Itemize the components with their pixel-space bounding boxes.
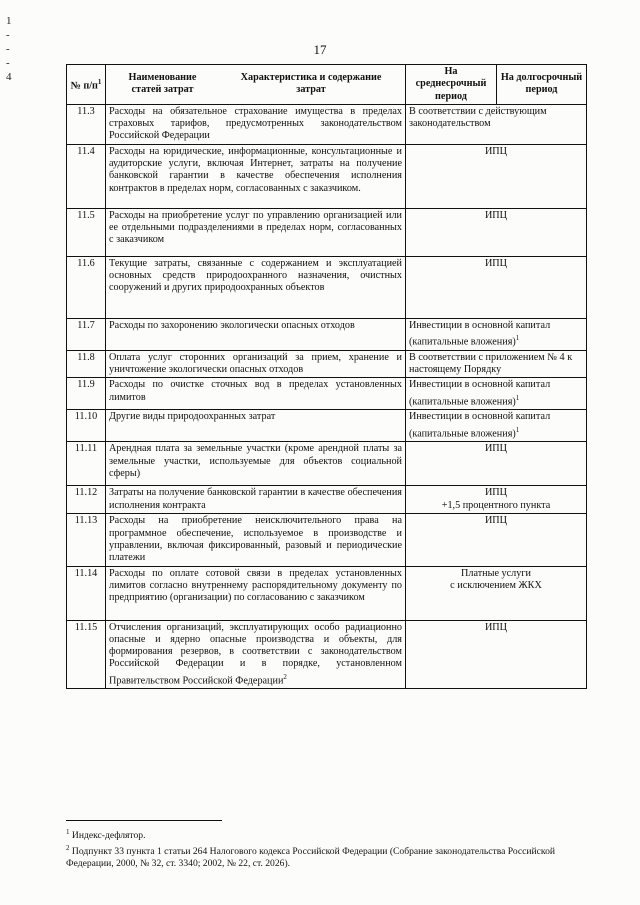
row-number: 11.5 bbox=[67, 208, 106, 256]
header-num: № $п/п^1$ bbox=[67, 65, 106, 105]
row-description bbox=[106, 620, 406, 689]
row-description-text: Текущие затраты, связанные с содержанием и эксплуатацией основных средств природоохранного назначения, очистных сооружений и других природоохранных объектов bbox=[109, 257, 402, 294]
row-description-text: Расходы на приобретение услуг по управлению организацией или ее отдельными подразделениями в пределах норм, согласованных с заказчиком bbox=[109, 209, 402, 246]
row-number: 11.14 bbox=[67, 566, 106, 620]
table-header-row bbox=[67, 65, 587, 105]
row-description bbox=[106, 514, 406, 566]
row-period-text: ИПЦ bbox=[484, 515, 508, 527]
row-period-value bbox=[406, 410, 587, 442]
row-description bbox=[106, 104, 406, 144]
row-number: 11.9 bbox=[67, 378, 106, 410]
row-number: 11.15 bbox=[67, 620, 106, 689]
row-description-text: Расходы на обязательное страхование имущества в пределах страховых тарифов, предусмотренных законодательством Российской Федерации bbox=[109, 105, 402, 142]
row-period-text: Инвестиции в основной капитал (капитальные вложения) bbox=[409, 319, 551, 348]
row-description bbox=[106, 318, 406, 350]
row-period-text: Инвестиции в основной капитал (капитальные вложения) bbox=[409, 379, 551, 408]
row-period-value bbox=[406, 378, 587, 410]
row-period-value bbox=[406, 208, 587, 256]
row-period-value bbox=[406, 318, 587, 350]
row-description-footnote-mark: 2 bbox=[283, 672, 287, 681]
table-row bbox=[67, 256, 587, 318]
header-characteristic: Характеристика и содержание затрат bbox=[240, 72, 382, 96]
row-period-text: ИПЦ bbox=[484, 621, 508, 633]
row-period-text: ИПЦ bbox=[484, 145, 508, 157]
row-period-text: Инвестиции в основной капитал (капитальные вложения) bbox=[409, 411, 551, 440]
header-description bbox=[106, 65, 406, 105]
table-row bbox=[67, 208, 587, 256]
row-description bbox=[106, 256, 406, 318]
table-row bbox=[67, 104, 587, 144]
row-description-text: Расходы на юридические, информационные, консультационные и аудиторские услуги, включая Интернет, затраты на получение банковской гарантии в качестве обеспечения исполнения контрактов в пределах норм, согласованных с заказчиком. bbox=[109, 145, 402, 194]
row-description-text: Отчисления организаций, эксплуатирующих особо радиационно опасные и ядерно опасные производства и объекты, для формирования резервов, в соответствии с законодательством Российской Федерации и в порядке, установленном Правительством Российской Федерации bbox=[109, 621, 402, 687]
row-description-text: Другие виды природоохранных затрат bbox=[109, 411, 276, 423]
row-period-value bbox=[406, 144, 587, 208]
row-period-value: Платные услуги с исключением ЖКХ bbox=[406, 566, 587, 620]
row-period-value bbox=[406, 350, 587, 378]
row-period-value bbox=[406, 442, 587, 486]
margin-binding-marks: 1 - - - 4 bbox=[6, 15, 12, 83]
header-long-term: На долгосрочный период bbox=[497, 65, 587, 105]
row-number: 11.12 bbox=[67, 486, 106, 514]
row-period-value: ИПЦ +1,5 процентного пункта bbox=[406, 486, 587, 514]
row-period-footnote-mark: 1 bbox=[515, 334, 520, 343]
row-period-footnote-mark: 1 bbox=[515, 425, 520, 434]
footnote-2: $^2$ Подпункт 33 пункта 1 статьи 264 Налогового кодекса Российской Федерации (Собрание законодательства Российской Федерации, 2000, № 32, ст. 3340; 2002, № 22, ст. 2026). bbox=[66, 844, 556, 870]
row-description-text: Расходы по очистке сточных вод в пределах установленных лимитов bbox=[109, 379, 402, 403]
footnote-1: $^1$ Индекс-дефлятор. bbox=[66, 828, 146, 842]
table-row bbox=[67, 410, 587, 442]
row-period-footnote-mark: 1 bbox=[515, 393, 520, 402]
table-row bbox=[67, 318, 587, 350]
table-row bbox=[67, 566, 587, 620]
cost-items-table bbox=[66, 64, 587, 689]
row-description bbox=[106, 442, 406, 486]
row-number: 11.8 bbox=[67, 350, 106, 378]
row-number: 11.13 bbox=[67, 514, 106, 566]
row-number: 11.3 bbox=[67, 104, 106, 144]
row-number: 11.6 bbox=[67, 256, 106, 318]
row-description bbox=[106, 208, 406, 256]
row-description-text: Расходы по оплате сотовой связи в пределах установленных лимитов согласно внутреннему распорядительному документу по предприятию (организации) по согласованию с заказчиком bbox=[109, 567, 402, 604]
row-description bbox=[106, 144, 406, 208]
row-description-text: Расходы на приобретение неисключительного права на программное обеспечение, используемое в производстве и управлении, включая фиксированный, разовый и периодические платежи bbox=[109, 515, 402, 564]
row-period-text: ИПЦ bbox=[484, 209, 508, 221]
row-description bbox=[106, 486, 406, 514]
row-period-value bbox=[406, 104, 587, 144]
row-number: 11.7 bbox=[67, 318, 106, 350]
row-period-text: ИПЦ bbox=[484, 443, 508, 455]
row-description bbox=[106, 566, 406, 620]
row-number: 11.10 bbox=[67, 410, 106, 442]
page-number: 17 bbox=[313, 42, 327, 57]
table-row bbox=[67, 144, 587, 208]
footnotes bbox=[66, 826, 586, 870]
row-description bbox=[106, 350, 406, 378]
header-mid-term: На среднесрочный период bbox=[406, 65, 497, 105]
row-description bbox=[106, 410, 406, 442]
row-period-value bbox=[406, 256, 587, 318]
table-row bbox=[67, 350, 587, 378]
row-period-text: ИПЦ bbox=[484, 257, 508, 269]
row-period-text: В соответствии с действующим законодательством bbox=[409, 105, 547, 130]
row-period-text: В соответствии с приложением № 4 к настоящему Порядку bbox=[409, 351, 573, 376]
table-row bbox=[67, 442, 587, 486]
footnote-separator bbox=[66, 820, 222, 821]
row-description-text: Затраты на получение банковской гарантии в качестве обеспечения исполнения контракта bbox=[109, 487, 402, 511]
row-number: 11.11 bbox=[67, 442, 106, 486]
row-period-value bbox=[406, 514, 587, 566]
row-description-text: Арендная плата за земельные участки (кроме арендной платы за земельные участки, используемые для объектов социальной сферы) bbox=[109, 443, 402, 479]
header-name: Наименование статей затрат bbox=[128, 72, 197, 96]
table-row bbox=[67, 486, 587, 514]
row-description bbox=[106, 378, 406, 410]
table-row bbox=[67, 620, 587, 689]
row-number: 11.4 bbox=[67, 144, 106, 208]
table-row bbox=[67, 514, 587, 566]
row-description-text: Оплата услуг сторонних организаций за прием, хранение и уничтожение экологически опасных отходов bbox=[109, 351, 402, 376]
table-row bbox=[67, 378, 587, 410]
row-description-text: Расходы по захоронению экологически опасных отходов bbox=[109, 319, 355, 331]
row-period-value bbox=[406, 620, 587, 689]
